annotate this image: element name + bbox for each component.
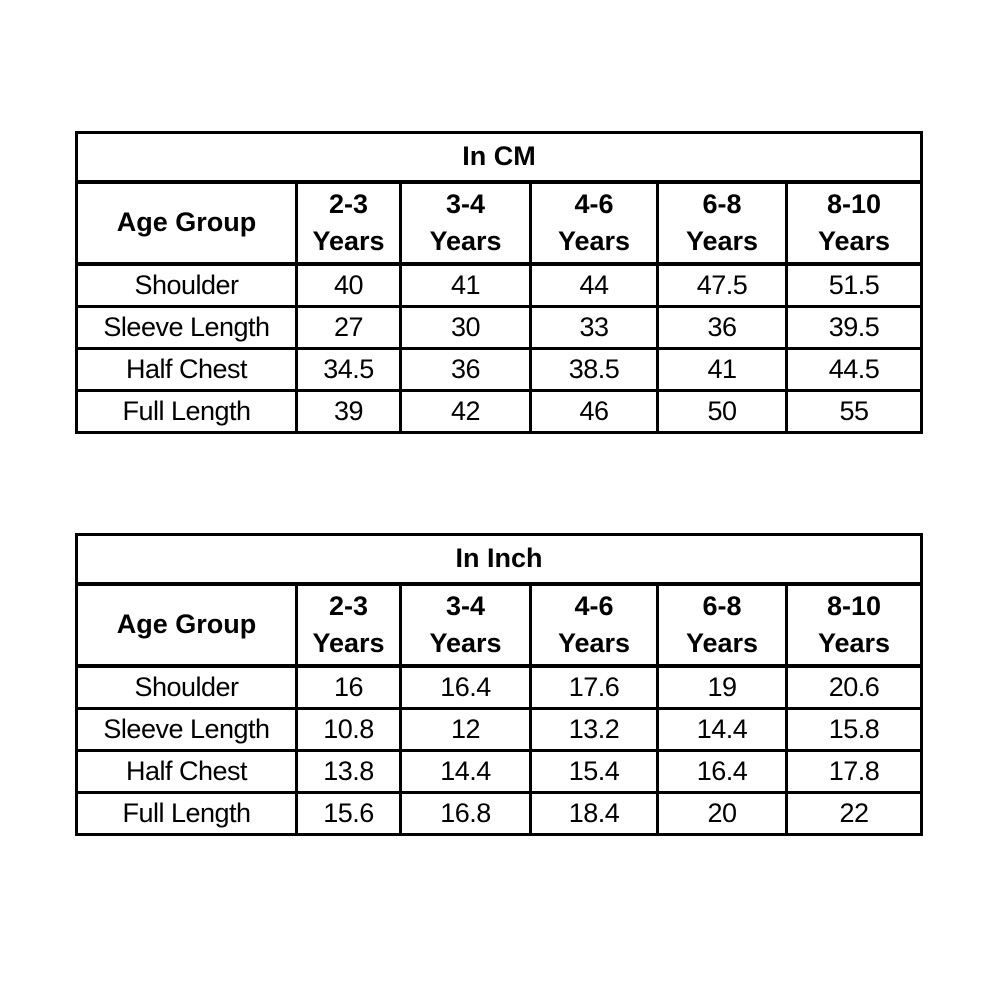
table-row [77, 666, 922, 708]
cell-value: 36 [401, 348, 531, 390]
column-header-range: 2-3 [328, 188, 369, 219]
cell-value: 27 [297, 306, 401, 348]
column-header-unit: Years [429, 627, 502, 658]
table-title-inch: In Inch [77, 535, 922, 584]
table-title-cm: In CM [77, 133, 922, 182]
column-header-range: 4-6 [574, 188, 614, 219]
column-header [297, 182, 401, 265]
table-row [77, 792, 922, 834]
cell-value: 15.4 [531, 750, 658, 792]
cell-value: 38.5 [531, 348, 658, 390]
column-header-unit: Years [312, 225, 385, 256]
column-header-unit: Years [312, 627, 385, 658]
corner-header: Age Group [77, 182, 297, 265]
row-label: Sleeve Length [77, 306, 297, 348]
column-header-range: 8-10 [826, 188, 882, 219]
column-header-range: 8-10 [826, 590, 882, 621]
row-label: Full Length [77, 792, 297, 834]
cell-value: 36 [658, 306, 787, 348]
row-label: Full Length [77, 390, 297, 432]
cell-value: 20 [658, 792, 787, 834]
column-header [401, 182, 531, 265]
cell-value: 41 [658, 348, 787, 390]
column-header-unit: Years [557, 627, 631, 658]
cell-value: 50 [658, 390, 787, 432]
table-row [77, 264, 922, 306]
cell-value: 15.6 [297, 792, 401, 834]
table-row [77, 750, 922, 792]
column-header-range: 3-4 [445, 590, 486, 621]
cell-value: 13.2 [531, 708, 658, 750]
cell-value: 18.4 [531, 792, 658, 834]
cell-value: 44 [531, 264, 658, 306]
column-header-range: 3-4 [445, 188, 486, 219]
cell-value: 47.5 [658, 264, 787, 306]
cell-value: 22 [787, 792, 922, 834]
cell-value: 40 [297, 264, 401, 306]
row-label: Half Chest [77, 750, 297, 792]
column-header-unit: Years [685, 627, 759, 658]
table-row [77, 708, 922, 750]
table-row [77, 306, 922, 348]
column-header [401, 584, 531, 667]
cell-value: 10.8 [297, 708, 401, 750]
size-table-inch [75, 533, 923, 836]
column-header-range: 2-3 [328, 590, 369, 621]
column-header [531, 182, 658, 265]
column-header-unit: Years [429, 225, 502, 256]
column-header-range: 4-6 [574, 590, 614, 621]
cell-value: 39.5 [787, 306, 922, 348]
column-header [787, 182, 922, 265]
column-header-unit: Years [817, 627, 891, 658]
cell-value: 46 [531, 390, 658, 432]
cell-value: 16 [297, 666, 401, 708]
cell-value: 34.5 [297, 348, 401, 390]
cell-value: 55 [787, 390, 922, 432]
size-table-cm [75, 131, 923, 434]
cell-value: 51.5 [787, 264, 922, 306]
column-header-range: 6-8 [702, 590, 742, 621]
corner-header: Age Group [77, 584, 297, 667]
cell-value: 17.8 [787, 750, 922, 792]
cell-value: 30 [401, 306, 531, 348]
table-row [77, 390, 922, 432]
cell-value: 41 [401, 264, 531, 306]
cell-value: 42 [401, 390, 531, 432]
row-label: Shoulder [77, 264, 297, 306]
cell-value: 20.6 [787, 666, 922, 708]
cell-value: 13.8 [297, 750, 401, 792]
column-header [297, 584, 401, 667]
cell-value: 19 [658, 666, 787, 708]
cell-value: 16.4 [401, 666, 531, 708]
table-row [77, 348, 922, 390]
row-label: Half Chest [77, 348, 297, 390]
column-header [658, 182, 787, 265]
cell-value: 39 [297, 390, 401, 432]
column-header-unit: Years [557, 225, 631, 256]
cell-value: 44.5 [787, 348, 922, 390]
column-header [531, 584, 658, 667]
cell-value: 14.4 [658, 708, 787, 750]
column-header-range: 6-8 [702, 188, 742, 219]
column-header [787, 584, 922, 667]
column-header-unit: Years [685, 225, 759, 256]
cell-value: 14.4 [401, 750, 531, 792]
row-label: Sleeve Length [77, 708, 297, 750]
cell-value: 16.4 [658, 750, 787, 792]
column-header-unit: Years [817, 225, 891, 256]
cell-value: 16.8 [401, 792, 531, 834]
cell-value: 33 [531, 306, 658, 348]
column-header [658, 584, 787, 667]
row-label: Shoulder [77, 666, 297, 708]
cell-value: 15.8 [787, 708, 922, 750]
cell-value: 12 [401, 708, 531, 750]
cell-value: 17.6 [531, 666, 658, 708]
